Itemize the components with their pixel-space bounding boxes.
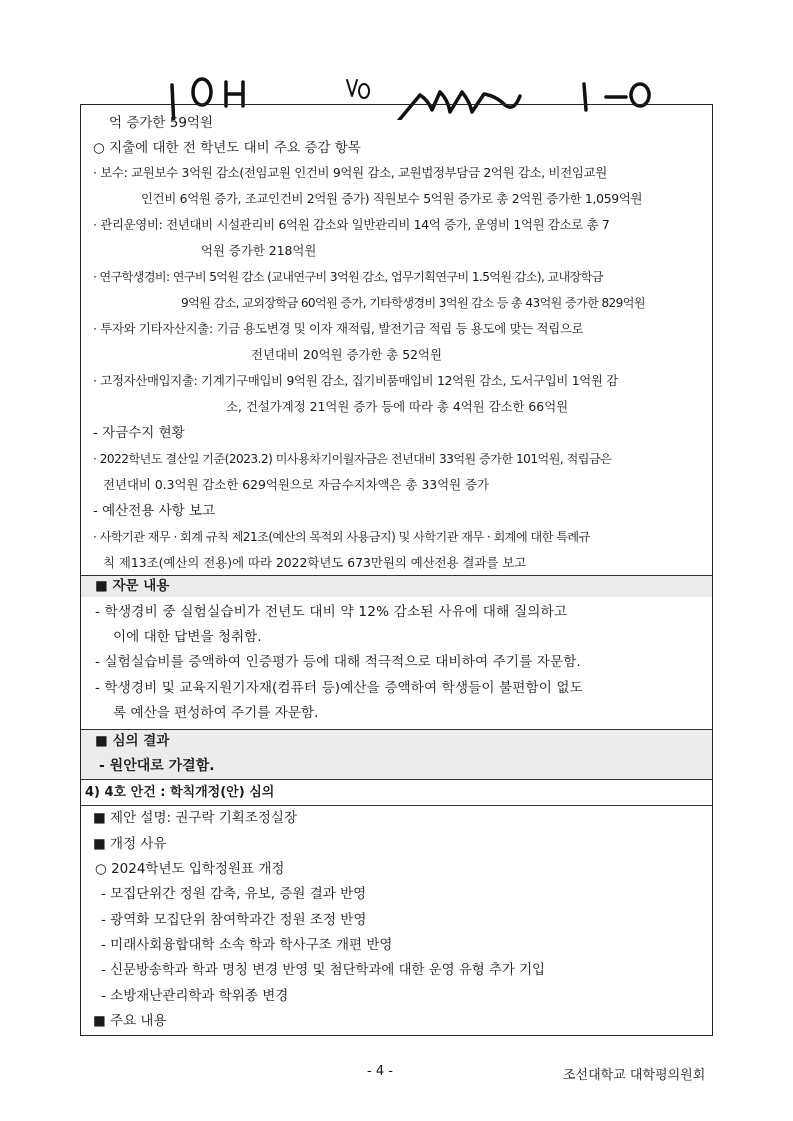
divider-result	[81, 729, 712, 730]
budget-heading: - 예산전용 사항 보고	[93, 503, 216, 519]
agenda4-title: 4) 4호 안건 : 학칙개정(안) 심의	[85, 785, 275, 800]
handwriting-label: 10 ㅂ	[0, 0, 3, 1]
agenda4-item: - 신문방송학과 학과 명칭 변경 반영 및 첨단학과에 대한 운영 유형 추가 기입	[101, 963, 545, 978]
minutes-table	[80, 104, 713, 1036]
carryover-text: 억 증가한 59억원	[109, 115, 214, 131]
advice-item1-line2: 이에 대한 답변을 청취함.	[113, 629, 262, 645]
salary-line-2: 인건비 6억원 증가, 조교인건비 2억원 증가) 직원보수 5억원 증가로 총 2억원 증가한 1,059억원	[141, 191, 643, 206]
advice-heading-shade	[81, 575, 712, 597]
agenda4-reason: ■ 개정 사유	[93, 836, 167, 852]
handwritten-stroke-vd	[347, 80, 369, 98]
fund-line-2: 전년대비 0.3억원 감소한 629억원으로 자금수지차액은 총 33억원 증가	[103, 477, 489, 492]
mgmt-line-2: 억원 증가한 218억원	[201, 243, 317, 258]
agenda4-main: ■ 주요 내용	[93, 1013, 167, 1029]
advice-item1-line1: - 학생경비 중 실험실습비가 전년도 대비 약 12% 감소된 사유에 대해 질의하고	[95, 604, 568, 620]
agenda4-sub: ○ 2024학년도 입학정원표 개정	[95, 861, 285, 877]
mgmt-line-1: · 관리운영비: 전년대비 시설관리비 6억원 감소와 일반관리비 14억 증가, 운영비 1억원 감소로 총 7	[93, 217, 610, 232]
agenda4-proposal: ■ 제안 설명: 권구락 기획조정실장	[93, 810, 298, 826]
result-heading: ■ 심의 결과	[95, 733, 170, 749]
agenda4-item: - 미래사회융합대학 소속 학과 학사구조 개편 반영	[101, 937, 393, 953]
handwriting-marks	[0, 0, 793, 120]
research-line-1: · 연구학생경비: 연구비 5억원 감소 (교내연구비 3억원 감소, 업무기획연구비 1.5억원 감소), 교내장학금	[93, 270, 603, 284]
divider-agenda4	[81, 779, 712, 780]
fixed-line-1: · 고정자산매입지출: 기계기구매입비 9억원 감소, 집기비품매입비 12억원 감소, 도서구입비 1억원 감	[93, 373, 618, 388]
fund-heading: - 자금수지 현황	[93, 425, 185, 441]
agenda4-item: - 모집단위간 정원 감축, 유보, 증원 결과 반영	[101, 886, 367, 902]
advice-heading: ■ 자문 내용	[95, 578, 170, 594]
footer-organization: 조선대학교 대학평의원회	[563, 1068, 706, 1083]
budget-line-2: 칙 제13조(예산의 전용)에 따라 2022학년도 673만원의 예산전용 결과를 보고	[103, 555, 527, 570]
research-line-2: 9억원 감소, 교외장학금 60억원 증가, 기타학생경비 3억원 감소 등 총 43억원 증가한 829억원	[181, 296, 645, 310]
invest-line-1: · 투자와 기타자산지출: 기금 용도변경 및 이자 재적립, 발전기금 적립 등 용도에 맞는 적립으로	[93, 321, 584, 336]
page-number: - 4 -	[367, 1064, 393, 1079]
divider-agenda4-body	[81, 805, 712, 806]
result-text: - 원안대로 가결함.	[99, 758, 215, 774]
budget-line-1: · 사학기관 재무 · 회계 규칙 제21조(예산의 목적외 사용금지) 및 사학기관 재무 · 회계에 대한 특례규	[93, 530, 590, 544]
advice-item3-line1: - 학생경비 및 교육지원기자재(컴퓨터 등)예산을 증액하여 학생들이 불편함이 없도	[95, 680, 583, 696]
expenditure-heading: ○ 지출에 대한 전 학년도 대비 주요 증감 항목	[93, 140, 361, 156]
advice-item2: - 실험실습비를 증액하여 인증평가 등에 대해 적극적으로 대비하여 주기를 자문함.	[95, 654, 581, 670]
handwritten-stroke-korean	[226, 82, 243, 106]
agenda4-item: - 광역화 모집단위 참여학과간 정원 조정 반영	[101, 912, 367, 928]
handwritten-stroke-zero	[193, 79, 211, 105]
agenda4-item: - 소방재난관리학과 학위종 변경	[101, 988, 289, 1004]
invest-line-2: 전년대비 20억원 증가한 총 52억원	[251, 347, 442, 362]
salary-line-1: · 보수: 교원보수 3억원 감소(전임교원 인건비 9억원 감소, 교원법정부담금 2억원 감소, 비전임교원	[93, 165, 607, 180]
advice-item3-line2: 록 예산을 편성하여 주기를 자문함.	[113, 705, 319, 721]
divider-advice	[81, 575, 712, 576]
fixed-line-2: 소, 건설가계정 21억원 증가 등에 따라 총 4억원 감소한 66억원	[226, 399, 569, 414]
fund-line-1: · 2022학년도 결산일 기준(2023.2) 미사용차기이월자금은 전년대비 33억원 증가한 101억원, 적립금은	[93, 452, 612, 466]
